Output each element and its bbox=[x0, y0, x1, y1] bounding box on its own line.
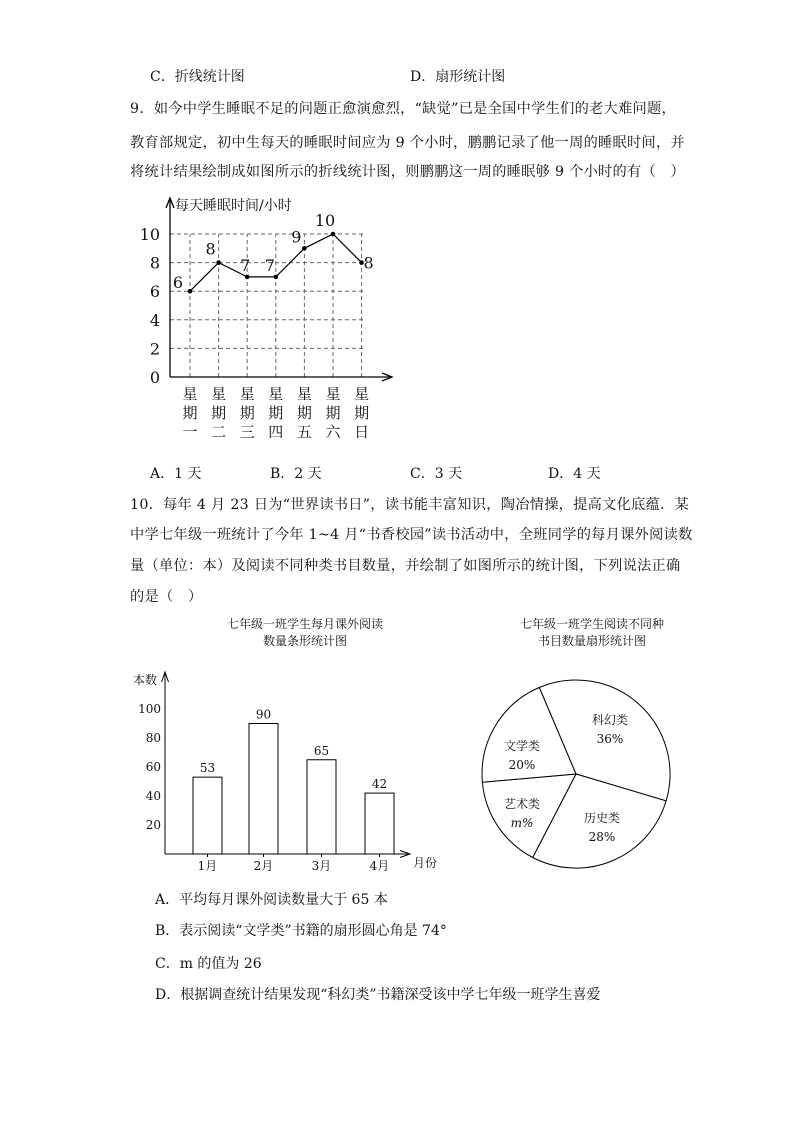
prev-option-d: D．扇形统计图 bbox=[410, 69, 506, 85]
q9-line-3: 将统计结果绘制成如图所示的折线统计图，则鹏鹏这一周的睡眠够 9 个小时的有（ ） bbox=[130, 164, 685, 180]
y-tick-label: 0 bbox=[149, 368, 160, 387]
x-category-label: 星 bbox=[268, 385, 284, 403]
x-category-label: 四 bbox=[268, 423, 284, 441]
y-tick-label: 80 bbox=[145, 731, 161, 745]
x-category-label: 星 bbox=[354, 385, 370, 403]
pie-slice-value: 20% bbox=[508, 758, 536, 772]
q10-option-b: B．表示阅读“文学类”书籍的扇形圆心角是 74° bbox=[155, 923, 447, 939]
q10-line-3: 量（单位：本）及阅读不同种类书目数量，并绘制了如图所示的统计图，下列说法正确 bbox=[130, 558, 681, 574]
q9-line-2: 教育部规定，初中生每天的睡眠时间应为 9 个小时，鹏鹏记录了他一周的睡眠时间，并 bbox=[130, 135, 685, 151]
q9-option-c: C．3 天 bbox=[410, 466, 463, 482]
y-tick-label: 2 bbox=[149, 339, 160, 359]
pie-slice-label: 艺术类 bbox=[503, 797, 541, 811]
q10-option-a: A．平均每月课外阅读数量大于 65 本 bbox=[155, 892, 388, 908]
y-tick-label: 100 bbox=[138, 702, 161, 716]
q10-line-2: 中学七年级一班统计了今年 1~4 月“书香校园”读书活动中，全班同学的每月课外阅读数 bbox=[130, 527, 693, 543]
x-category-label: 期 bbox=[182, 404, 198, 422]
x-category-label: 星 bbox=[325, 385, 341, 403]
y-axis-label: 本数 bbox=[133, 673, 158, 687]
x-category-label: 星 bbox=[296, 385, 312, 403]
x-category-label: 日 bbox=[354, 423, 370, 441]
pie-slice-label: 历史类 bbox=[583, 811, 621, 825]
x-category-label: 3月 bbox=[311, 859, 332, 873]
data-label: 8 bbox=[205, 239, 216, 259]
x-category-label: 三 bbox=[239, 423, 255, 441]
q9-option-d: D．4 天 bbox=[548, 466, 601, 482]
x-category-label: 一 bbox=[182, 423, 198, 441]
data-label: 9 bbox=[291, 227, 302, 247]
bar-chart-title-1: 七年级一班学生每月课外阅读 bbox=[226, 617, 384, 631]
bar bbox=[365, 793, 394, 854]
x-category-label: 期 bbox=[268, 404, 284, 422]
bar bbox=[307, 760, 336, 854]
q9-line-1: 9．如今中学生睡眠不足的问题正愈演愈烈，“缺觉”已是全国中学生们的老大难问题， bbox=[130, 101, 676, 117]
data-label: 8 bbox=[363, 253, 374, 273]
pie-slice-value: 36% bbox=[596, 732, 624, 746]
bar-value-label: 90 bbox=[255, 707, 272, 722]
bar-value-label: 65 bbox=[313, 743, 330, 758]
x-axis-label: 月份 bbox=[413, 856, 438, 870]
bar-value-label: 42 bbox=[371, 777, 388, 792]
x-category-label: 期 bbox=[325, 404, 341, 422]
x-category-label: 六 bbox=[325, 423, 341, 441]
line-chart-title: 每天睡眠时间/小时 bbox=[175, 198, 292, 214]
y-tick-label: 60 bbox=[145, 760, 161, 774]
prev-option-c: C．折线统计图 bbox=[150, 69, 245, 85]
bar-chart-title-2: 数量条形统计图 bbox=[262, 634, 348, 648]
x-category-label: 期 bbox=[354, 404, 370, 422]
q10-option-d: D．根据调查统计结果发现“科幻类”书籍深受该中学七年级一班学生喜爱 bbox=[155, 987, 601, 1003]
pie-chart-title-1: 七年级一班学生阅读不同种 bbox=[519, 617, 665, 631]
line-chart bbox=[120, 190, 410, 445]
x-category-label: 星 bbox=[211, 385, 227, 403]
x-category-label: 星 bbox=[239, 385, 255, 403]
data-label: 7 bbox=[264, 255, 275, 275]
data-point bbox=[274, 275, 279, 280]
x-category-label: 1月 bbox=[197, 859, 218, 873]
bar-value-label: 53 bbox=[199, 761, 216, 776]
x-category-label: 星 bbox=[182, 385, 198, 403]
y-tick-label: 8 bbox=[149, 253, 160, 273]
x-category-label: 期 bbox=[211, 404, 227, 422]
q9-option-a: A．1 天 bbox=[150, 466, 202, 482]
pie-chart bbox=[470, 612, 720, 877]
pie-chart-title-2: 书目数量扇形统计图 bbox=[537, 634, 647, 648]
x-category-label: 五 bbox=[296, 423, 312, 441]
x-category-label: 4月 bbox=[369, 859, 390, 873]
y-tick-label: 40 bbox=[145, 789, 161, 803]
q10-line-4: 的是（ ） bbox=[130, 589, 203, 605]
x-category-label: 二 bbox=[211, 423, 227, 441]
data-label: 6 bbox=[172, 273, 184, 293]
y-tick-label: 6 bbox=[149, 282, 160, 302]
data-label: 10 bbox=[314, 211, 336, 230]
bar bbox=[249, 724, 278, 855]
bar bbox=[193, 777, 222, 854]
data-point bbox=[245, 275, 250, 280]
y-tick-label: 20 bbox=[145, 818, 161, 832]
bar-chart bbox=[125, 612, 455, 877]
x-category-label: 2月 bbox=[253, 859, 274, 873]
data-point bbox=[302, 246, 307, 251]
q10-option-c: C．m 的值为 26 bbox=[155, 956, 262, 972]
pie-slice-value: m% bbox=[510, 816, 534, 830]
pie-slice-value: 28% bbox=[588, 830, 616, 844]
pie-slice-label: 文学类 bbox=[503, 739, 541, 753]
data-point bbox=[216, 260, 221, 265]
y-tick-label: 4 bbox=[149, 310, 160, 330]
data-point bbox=[188, 289, 193, 294]
q10-line-1: 10．每年 4 月 23 日为“世界读书日”，读书能丰富知识，陶冶情操，提高文化底蕴．某 bbox=[130, 497, 690, 513]
x-category-label: 期 bbox=[296, 404, 312, 422]
q9-option-b: B．2 天 bbox=[270, 466, 322, 482]
y-tick-label: 10 bbox=[139, 225, 160, 244]
data-label: 7 bbox=[240, 255, 251, 275]
x-category-label: 期 bbox=[239, 404, 255, 422]
data-point bbox=[331, 232, 336, 237]
pie-slice-label: 科幻类 bbox=[591, 713, 629, 727]
